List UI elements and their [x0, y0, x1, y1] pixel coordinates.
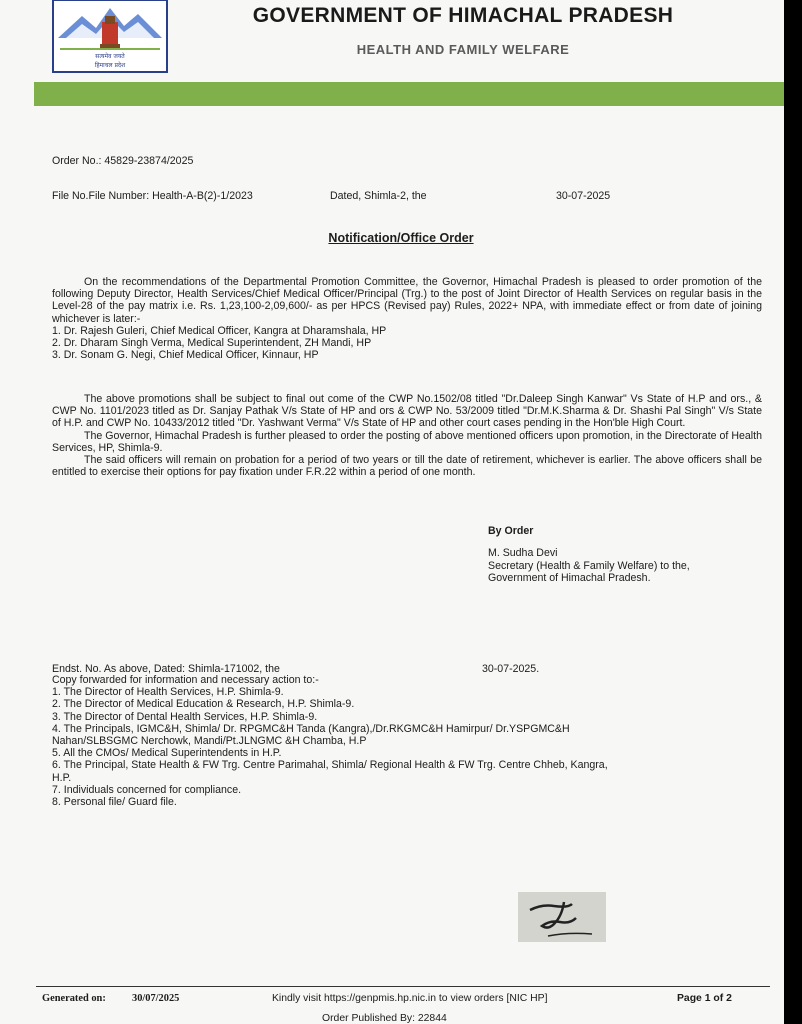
list-item: 6. The Principal, State Health & FW Trg. Centre Parimahal, Shimla/ Regional Health & FW Trg. Centre Chheb, Kangra, — [52, 759, 608, 772]
svg-text:हिमाचल प्रदेश: हिमाचल प्रदेश — [94, 62, 126, 69]
paragraph-probation: The said officers will remain on probation for a period of two years or till the date of retirement, whichever is earlier. The above officers shall be entitled to exercise their options for pay fixation under F.R.22 within a period of one month. — [52, 454, 762, 479]
generated-date: 30/07/2025 — [132, 993, 180, 1004]
order-body — [52, 276, 762, 361]
government-title: GOVERNMENT OF HIMACHAL PRADESH — [252, 4, 674, 27]
himachal-emblem-icon — [52, 0, 168, 74]
department-subtitle: HEALTH AND FAMILY WELFARE — [356, 42, 570, 57]
handwritten-signature-icon — [518, 892, 606, 942]
order-published-by: Order Published By: 22844 — [322, 1013, 447, 1024]
order-body-conditions — [52, 393, 762, 478]
signatory-designation: Secretary (Health & Family Welfare) to the, — [488, 559, 690, 572]
order-date: 30-07-2025 — [556, 190, 611, 202]
officer-item: 2. Dr. Dharam Singh Verma, Medical Superintendent, ZH Mandi, HP — [52, 337, 372, 350]
header-green-band — [34, 82, 784, 106]
footer-divider — [36, 986, 770, 987]
screen-edge — [784, 0, 802, 1024]
list-item: 3. The Director of Dental Health Services, H.P. Shimla-9. — [52, 710, 318, 723]
list-item: 1. The Director of Health Services, H.P. Shimla-9. — [52, 686, 284, 699]
list-item: 2. The Director of Medical Education & Research, H.P. Shimla-9. — [52, 698, 355, 711]
portal-notice: Kindly visit https://genpmis.hp.nic.in to view orders [NIC HP] — [272, 993, 548, 1004]
copy-list — [52, 674, 772, 808]
list-item: 7. Individuals concerned for compliance. — [52, 783, 242, 796]
file-number: File No.File Number: Health-A-B(2)-1/2023 — [52, 190, 253, 202]
paragraph-court-cases: The above promotions shall be subject to final out come of the CWP No.1502/08 titled "Dr.Daleep Singh Kanwar" Vs State of H.P and ors., & CWP No. 1101/2023 titled as Dr. Sanjay Pathak V/s State of HP and ors & CWP No. 53/2009 titled "Dr.M.K.Sharma & Dr. Shashi Pal Singh" V/s State of H.P. and CWP No. 10433/2012 titled "Dr. Yashwant Verma" V/s State of HP and other court cases pending in the Hon'ble High Court. — [52, 393, 762, 430]
endorsement-number: Endst. No. As above, Dated: Shimla-171002, the — [52, 663, 280, 675]
officer-item: 1. Dr. Rajesh Guleri, Chief Medical Officer, Kangra at Dharamshala, HP — [52, 324, 387, 337]
list-item: H.P. — [52, 771, 72, 784]
document-heading: Notification/Office Order — [328, 231, 474, 245]
order-number: Order No.: 45829-23874/2025 — [52, 155, 194, 167]
signatory-block — [488, 547, 690, 585]
by-order-label: By Order — [488, 525, 534, 537]
signatory-name: M. Sudha Devi — [488, 547, 558, 559]
list-item: Nahan/SLBSGMC Nerchowk, Mandi/Pt.JLNGMC &H Chamba, H.P — [52, 735, 367, 748]
copy-forward-line: Copy forwarded for information and necessary action to:- — [52, 674, 319, 686]
list-item: 8. Personal file/ Guard file. — [52, 796, 177, 809]
officer-item: 3. Dr. Sonam G. Negi, Chief Medical Officer, Kinnaur, HP — [52, 349, 319, 362]
page-number: Page 1 of 2 — [677, 993, 732, 1004]
list-item: 4. The Principals, IGMC&H, Shimla/ Dr. RPGMC&H Tanda (Kangra),/Dr.RKGMC&H Hamirpur/ Dr.YSPGMC&H — [52, 722, 570, 735]
svg-text:सत्यमेव जयते: सत्यमेव जयते — [95, 53, 125, 60]
paragraph-posting: The Governor, Himachal Pradesh is further pleased to order the posting of above mentioned officers upon promotion, in the Directorate of Health Services, HP, Shimla-9. — [52, 429, 762, 454]
endorsement-date: 30-07-2025. — [482, 663, 540, 675]
dated-label: Dated, Shimla-2, the — [330, 190, 427, 202]
paragraph-promotion: On the recommendations of the Departmental Promotion Committee, the Governor, Himachal Pradesh is pleased to order promotion of the following Deputy Director, Health Services/Chief Medical Officer/Principal (Trg.) to the post of Joint Director of Health Services on regular basis in the Level-28 of the pay matrix i.e. Rs. 1,23,100-2,09,600/- as per HPCS (Revised pay) Rules, 2022+ NPA, with immediate effect or from date of joining whichever is later:- — [52, 276, 762, 325]
list-item: 5. All the CMOs/ Medical Superintendents in H.P. — [52, 747, 282, 760]
signatory-office: Government of Himachal Pradesh. — [488, 572, 651, 584]
generated-label: Generated on: — [42, 993, 106, 1004]
